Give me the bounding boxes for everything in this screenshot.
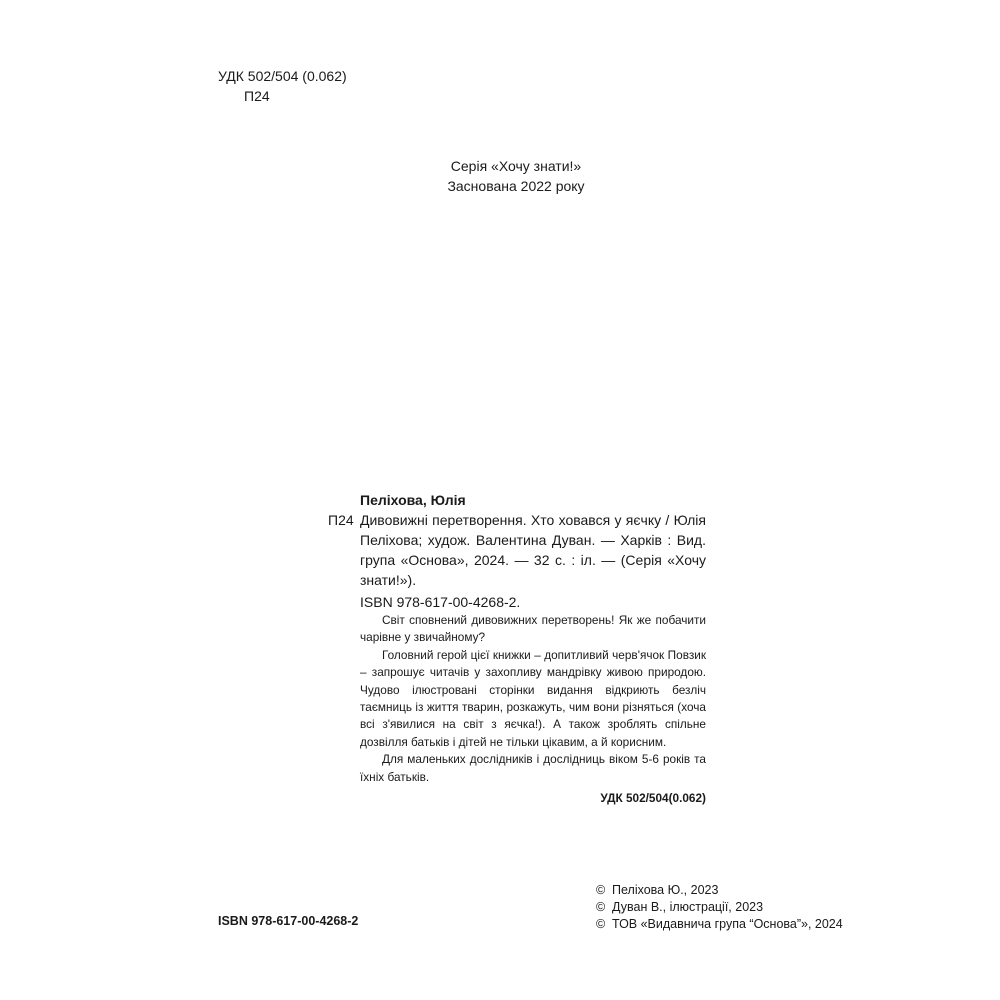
copyright-symbol: © xyxy=(596,883,606,897)
copyright-line xyxy=(596,882,843,899)
copyright-text: Дуван В., ілюстрації, 2023 xyxy=(612,900,764,914)
author-mark-top: П24 xyxy=(244,88,270,104)
copyright-line xyxy=(596,899,843,916)
series-founded: Заснована 2022 року xyxy=(447,178,585,194)
annotation-paragraph-3: Для маленьких дослідників і дослідниць віком 5-6 років та їхніх батьків. xyxy=(360,752,706,784)
isbn-footer: ISBN 978-617-00-4268-2 xyxy=(218,914,359,928)
copyright-text: Пеліхова Ю., 2023 xyxy=(612,883,719,897)
copyright-symbol: © xyxy=(596,900,606,914)
annotation-paragraph-2: Головний герой цієї книжки – допитливий черв'ячок Повзик – запрошує читачів у захопливу мандрівку живою природою. Чудово ілюстровані сторінки видання відкриють безліч таємниць із життя тварин, розкажуть, чим вони різняться (хоча всі з'явилися на світ з яєчка!). А також зроблять спільне дозвілля батьків і дітей не тільки цікавим, а й корисним. xyxy=(360,647,706,749)
catalog-card xyxy=(328,490,706,808)
card-author: Пеліхова, Юлія xyxy=(360,492,466,508)
udk-top-block xyxy=(218,66,347,106)
series-info xyxy=(0,156,1000,196)
card-bibliographic-description: Дивовижні перетворення. Хто ховався у яєчку / Юлія Пеліхова; худож. Валентина Дуван. — Харків : Вид. група «Основа», 2024. — 32 с. : іл. — (Серія «Хочу знати!»). xyxy=(360,512,706,588)
copyright-symbol: © xyxy=(596,917,606,931)
copyright-text: ТОВ «Видавнича група “Основа”», 2024 xyxy=(612,917,843,931)
udk-code: УДК 502/504 (0.062) xyxy=(218,68,347,84)
card-title-row xyxy=(328,510,706,590)
card-isbn: ISBN 978-617-00-4268-2. xyxy=(360,594,521,610)
card-annotation xyxy=(328,612,706,786)
card-author-mark: П24 xyxy=(328,512,354,528)
copyright-line xyxy=(596,916,843,933)
series-name: Серія «Хочу знати!» xyxy=(450,158,582,174)
copyright-block xyxy=(596,882,843,933)
annotation-paragraph-1: Світ сповнений дивовижних перетворень! Як же побачити чарівне у звичайному? xyxy=(360,613,706,645)
card-udk: УДК 502/504(0.062) xyxy=(600,791,706,806)
